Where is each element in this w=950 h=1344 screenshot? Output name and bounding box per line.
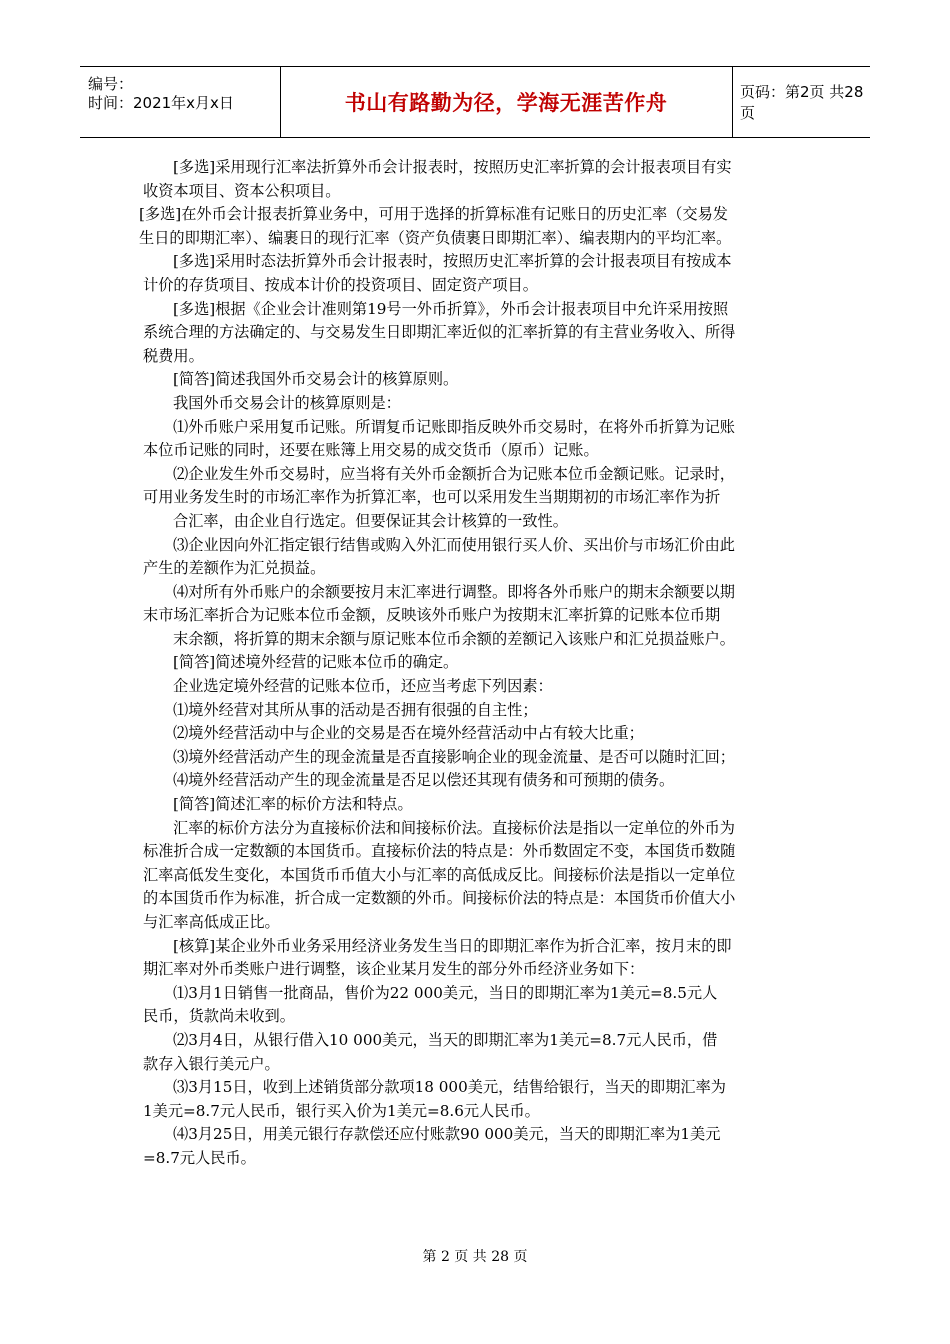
header-page-info: 页码：第2页 共28页 — [740, 83, 864, 122]
text-line: ⑴境外经营对其所从事的活动是否拥有很强的自主性； — [173, 700, 538, 719]
text-line: 期汇率对外币类账户进行调整，该企业某月发生的部分外币经济业务如下： — [143, 960, 645, 979]
text-line: ⑶企业因向外汇指定银行结售或购入外汇而使用银行买人价、买出价与市场汇价由此 — [173, 535, 735, 554]
text-line: [多选]采用现行汇率法折算外币会计报表时，按照历史汇率折算的会计报表项目有实 — [173, 158, 732, 176]
text-line: ⑵境外经营活动中与企业的交易是否在境外经营活动中占有较大比重； — [173, 724, 644, 743]
text-line: ⑶3月15日，收到上述销货部分款项18 000美元，结售给银行，当天的即期汇率为 — [173, 1078, 726, 1097]
header-meta — [80, 67, 281, 137]
text-line: 末余额，将折算的期末余额与原记账本位币余额的差额记入该账户和汇兑损益账户。 — [173, 629, 735, 648]
text-line: [简答]简述汇率的标价方法和特点。 — [173, 795, 413, 814]
text-line: ⑷3月25日，用美元银行存款偿还应付账款90 000美元，当天的即期汇率为1美元 — [173, 1125, 721, 1144]
text-line: 企业选定境外经营的记账本位币，还应当考虑下列因素： — [173, 677, 553, 696]
document-body — [139, 156, 811, 1171]
doc-time-label: 时间：2021年x月x日 — [88, 94, 234, 112]
text-line: 税费用。 — [143, 346, 204, 365]
text-line: ⑴外币账户采用复币记账。所谓复币记账即指反映外币交易时，在将外币折算为记账 — [173, 417, 735, 436]
text-line: 我国外币交易会计的核算原则是： — [173, 393, 401, 412]
text-line: [多选]在外币会计报表折算业务中，可用于选择的折算标准有记账日的历史汇率（交易发 — [139, 205, 728, 224]
text-line: ⑷对所有外币账户的余额要按月末汇率进行调整。即将各外币账户的期末余额要以期 — [173, 582, 735, 601]
doc-number-label: 编号： — [88, 75, 134, 93]
text-line: 的本国货币作为标准，折合成一定数额的外币。间接标价法的特点是：本国货币价值大小 — [143, 889, 736, 908]
text-line: =8.7元人民币。 — [143, 1148, 256, 1167]
text-line: 收资本项目、资本公积项目。 — [143, 181, 341, 200]
header-motto-cell — [280, 67, 733, 137]
text-line: [核算]某企业外币业务采用经济业务发生当日的即期汇率作为折合汇率，按月末的即 — [173, 936, 732, 955]
text-line: 汇率高低发生变化，本国货币币值大小与汇率的高低成反比。间接标价法是指以一定单位 — [143, 865, 736, 884]
text-line: 可用业务发生时的市场汇率作为折算汇率，也可以采用发生当期期初的市场汇率作为折 — [143, 488, 721, 507]
text-line: 与汇率高低成正比。 — [143, 913, 280, 931]
text-line: ⑵企业发生外币交易时，应当将有关外币金额折合为记账本位币金额记账。记录时， — [173, 464, 735, 483]
text-line: [多选]根据《企业会计准则第19号一外币折算》，外币会计报表项目中允许采用按照 — [173, 299, 729, 318]
text-line: 本位币记账的同时，还要在账簿上用交易的成交货币（原币）记账。 — [143, 441, 599, 460]
text-line: 1美元=8.7元人民币，银行买入价为1美元=8.6元人民币。 — [143, 1101, 540, 1120]
text-line: 末市场汇率折合为记账本位币金额，反映该外币账户为按期末汇率折算的记账本位币期 — [143, 606, 721, 625]
text-line: 民币，货款尚未收到。 — [143, 1007, 295, 1026]
page-header — [80, 66, 870, 138]
text-line: 产生的差额作为汇兑损益。 — [143, 559, 326, 578]
text-line: [简答]简述我国外币交易会计的核算原则。 — [173, 370, 459, 389]
text-line: ⑴3月1日销售一批商品，售价为22 000美元，当日的即期汇率为1美元=8.5元人 — [173, 983, 718, 1002]
page-footer: 第 2 页 共 28 页 — [422, 1249, 528, 1265]
text-line: ⑷境外经营活动产生的现金流量是否足以偿还其现有债务和可预期的债务。 — [173, 771, 675, 790]
header-motto: 书山有路勤为径，学海无涯苦作舟 — [344, 91, 668, 115]
text-line: 款存入银行美元户。 — [143, 1054, 280, 1073]
text-line: [多选]采用时态法折算外币会计报表时，按照历史汇率折算的会计报表项目有按成本 — [173, 252, 732, 271]
text-line: [简答]简述境外经营的记账本位币的确定。 — [173, 653, 459, 672]
text-line: 计价的存货项目、按成本计价的投资项目、固定资产项目。 — [143, 275, 538, 294]
text-line: 标准折合成一定数额的本国货币。直接标价法的特点是：外币数固定不变，本国货币数随 — [143, 842, 736, 861]
text-line: ⑵3月4日，从银行借入10 000美元，当天的即期汇率为1美元=8.7元人民币，借 — [173, 1030, 718, 1049]
text-line: 生日的即期汇率）、编裹日的现行汇率（资产负债裹日即期汇率）、编表期内的平均汇率。 — [139, 228, 732, 247]
text-line: 系统合理的方法确定的、与交易发生日即期汇率近似的汇率折算的有主营业务收入、所得 — [143, 323, 736, 342]
text-line: 合汇率，由企业自行选定。但要保证其会计核算的一致性。 — [173, 511, 568, 530]
text-line: ⑶境外经营活动产生的现金流量是否直接影响企业的现金流量、是否可以随时汇回； — [173, 747, 735, 766]
text-line: 汇率的标价方法分为直接标价法和间接标价法。直接标价法是指以一定单位的外币为 — [173, 818, 735, 837]
